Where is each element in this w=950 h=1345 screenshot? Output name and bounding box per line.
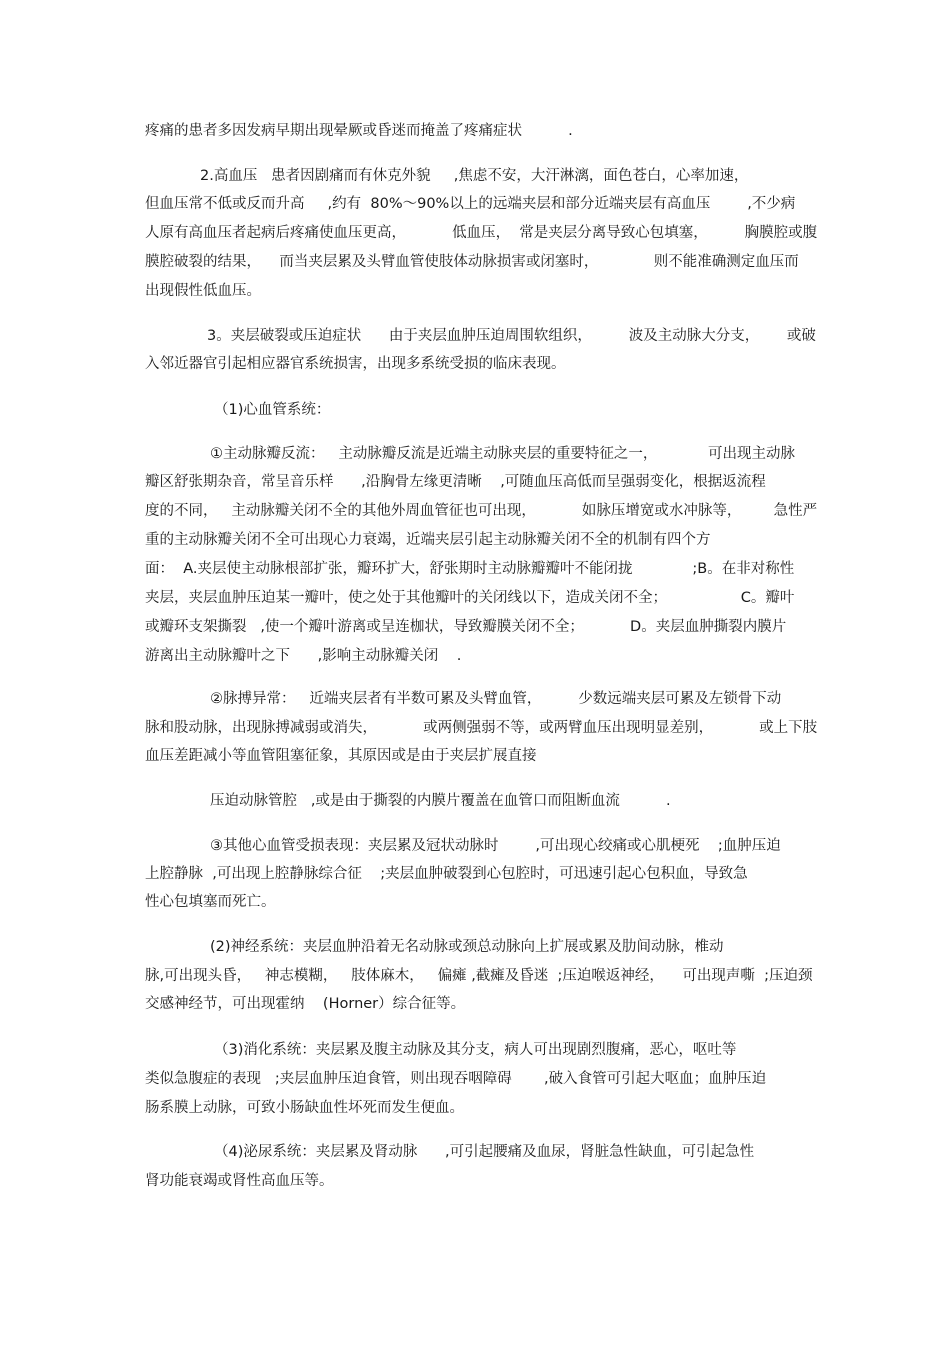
text-line: 膜腔破裂的结果， 而当夹层累及头臂血管使肢体动脉损害或闭塞时， 则不能准确测定血压而 (145, 254, 799, 270)
text-line: 脉和股动脉，出现脉搏减弱或消失， 或两侧强弱不等，或两臂血压出现明显差别， 或上下肢 (145, 720, 818, 736)
text-line: 血压差距减小等血管阻塞征象，其原因或是由于夹层扩展直接 (145, 748, 537, 764)
text-line: 2.高血压 患者因剧痛而有休克外貌 ,焦虑不安，大汗淋漓，面色苍白，心率加速， (200, 168, 749, 184)
text-line: 但血压常不低或反而升高 ,约有 80%～90%以上的远端夹层和部分近端夹层有高血压 ,不少病 (145, 196, 796, 212)
text-line: 人原有高血压者起病后疼痛使血压更高， 低血压， 常是夹层分离导致心包填塞， 胸膜腔或腹 (145, 225, 818, 241)
text-line: ②脉搏异常： 近端夹层者有半数可累及头臂血管， 少数远端夹层可累及左锁骨下动 (210, 691, 782, 707)
text-line: （1)心血管系统： (214, 402, 331, 418)
text-line: ③其他心血管受损表现：夹层累及冠状动脉时 ,可出现心绞痛或心肌梗死 ;血肿压迫 (210, 838, 781, 854)
text-line: （4)泌尿系统：夹层累及肾动脉 ,可引起腰痛及血尿，肾脏急性缺血，可引起急性 (214, 1144, 755, 1160)
text-line: 上腔静脉 ,可出现上腔静脉综合征 ;夹层血肿破裂到心包腔时，可迅速引起心包积血，导致急 (145, 866, 748, 882)
text-line: 入邻近器官引起相应器官系统损害，出现多系统受损的临床表现。 (145, 356, 566, 372)
text-line: 交感神经节，可出现霍纳 (Horner）综合征等。 (145, 996, 466, 1012)
text-line: 面： A.夹层使主动脉根部扩张，瓣环扩大，舒张期时主动脉瓣瓣叶不能闭拢 ;B。在非对称性 (145, 561, 795, 577)
text-line: 3。夹层破裂或压迫症状 由于夹层血肿压迫周围软组织， 波及主动脉大分支， 或破 (207, 328, 816, 344)
text-line: 脉,可出现头昏， 神志模糊， 肢体麻木， 偏瘫 ,截瘫及昏迷 ;压迫喉返神经， 可出现声嘶 ;压迫颈 (145, 968, 813, 984)
text-line: 游离出主动脉瓣叶之下 ,影响主动脉瓣关闭 . (145, 648, 462, 664)
text-line: 肠系膜上动脉，可致小肠缺血性坏死而发生便血。 (145, 1100, 464, 1116)
text-line: 瓣区舒张期杂音，常呈音乐样 ,沿胸骨左缘更清晰 ,可随血压高低而呈强弱变化，根据返流程 (145, 474, 766, 490)
text-line: 出现假性低血压。 (145, 283, 261, 299)
text-line: (2)神经系统：夹层血肿沿着无名动脉或颈总动脉向上扩展或累及肋间动脉，椎动 (210, 939, 724, 955)
text-line: 或瓣环支架撕裂 ,使一个瓣叶游离或呈连枷状，导致瓣膜关闭不全； D。夹层血肿撕裂内膜片 (145, 619, 787, 635)
text-line: 度的不同， 主动脉瓣关闭不全的其他外周血管征也可出现， 如脉压增宽或水冲脉等， 急性严 (145, 503, 818, 519)
text-line: （3)消化系统：夹层累及腹主动脉及其分支，病人可出现剧烈腹痛，恶心，呕吐等 (214, 1042, 737, 1058)
text-line: 重的主动脉瓣关闭不全可出现心力衰竭，近端夹层引起主动脉瓣关闭不全的机制有四个方 (145, 532, 711, 548)
text-line: 夹层，夹层血肿压迫某一瓣叶，使之处于其他瓣叶的关闭线以下，造成关闭不全； C。瓣叶 (145, 590, 795, 606)
text-line: 类似急腹症的表现 ;夹层血肿压迫食管，则出现吞咽障碍 ,破入食管可引起大呕血；血肿压迫 (145, 1071, 767, 1087)
text-line: 肾功能衰竭或肾性高血压等。 (145, 1173, 334, 1189)
text-line: 疼痛的患者多因发病早期出现晕厥或昏迷而掩盖了疼痛症状 . (145, 123, 573, 139)
text-line: 性心包填塞而死亡。 (145, 894, 276, 910)
text-line: 压迫动脉管腔 ,或是由于撕裂的内膜片覆盖在血管口而阻断血流 . (210, 793, 671, 809)
text-line: ①主动脉瓣反流： 主动脉瓣反流是近端主动脉夹层的重要特征之一， 可出现主动脉 (210, 446, 796, 462)
